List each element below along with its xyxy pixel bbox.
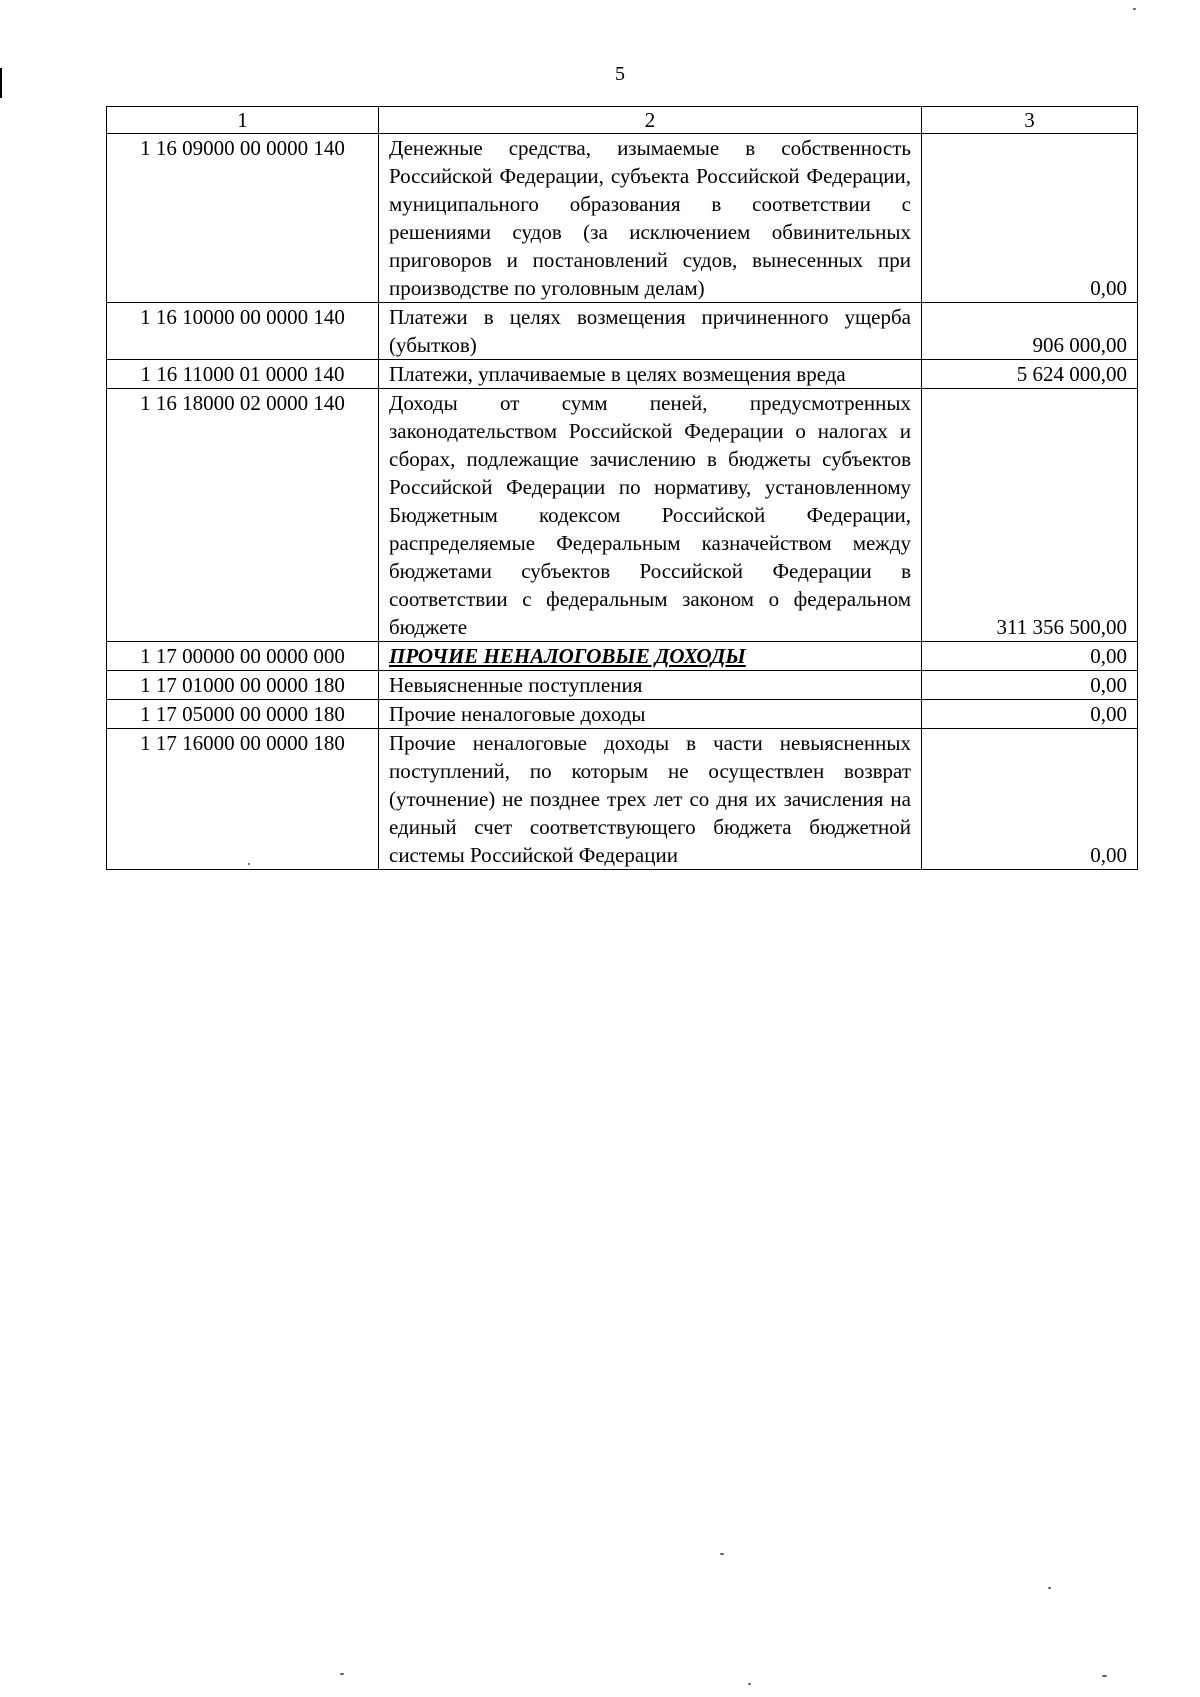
table-row (107, 303, 1138, 360)
row-description: Платежи, уплачиваемые в целях возмещения вреда (379, 360, 922, 389)
row-amount: 0,00 (922, 134, 1138, 303)
row-description: Платежи в целях возмещения причиненного ущерба (убытков) (379, 303, 922, 360)
scan-speck (748, 1683, 751, 1685)
row-amount: 906 000,00 (922, 303, 1138, 360)
section-heading: ПРОЧИЕ НЕНАЛОГОВЫЕ ДОХОДЫ (379, 642, 922, 671)
table-row (107, 729, 1138, 870)
table-row (107, 360, 1138, 389)
row-amount: 0,00 (922, 671, 1138, 700)
column-header-description: 2 (379, 107, 922, 134)
table-row (107, 700, 1138, 729)
table-header-row (107, 107, 1138, 134)
row-amount: 311 356 500,00 (922, 389, 1138, 642)
row-amount: 0,00 (922, 700, 1138, 729)
scan-speck (1102, 1675, 1107, 1677)
row-description: Доходы от сумм пеней, предусмотренных законодательством Российской Федерации о налогах и сборах, подлежащие зачислению в бюджеты субъектов Российской Федерации по нормативу, установленному Бюджетным кодексом Российской Федерации, распределяемые Федеральным казначейством между бюджетами субъектов Российской Федерации в соответствии с федеральным законом о федеральном бюджете (379, 389, 922, 642)
row-code: 1 16 11000 01 0000 140 (107, 360, 379, 389)
row-description: Прочие неналоговые доходы (379, 700, 922, 729)
table-row (107, 389, 1138, 642)
row-code: 1 17 01000 00 0000 180 (107, 671, 379, 700)
page-number: 5 (615, 63, 625, 85)
row-amount: 5 624 000,00 (922, 360, 1138, 389)
column-header-code: 1 (107, 107, 379, 134)
table-row (107, 134, 1138, 303)
column-header-amount: 3 (922, 107, 1138, 134)
row-code: 1 17 05000 00 0000 180 (107, 700, 379, 729)
row-code: 1 16 10000 00 0000 140 (107, 303, 379, 360)
row-description: Прочие неналоговые доходы в части невыясненных поступлений, по которым не осуществлен возврат (уточнение) не позднее трех лет со дня их зачисления на единый счет соответствующего бюджета бюджетной системы Российской Федерации (379, 729, 922, 870)
table-row-section-heading (107, 642, 1138, 671)
row-description: Невыясненные поступления (379, 671, 922, 700)
row-amount: 0,00 (922, 642, 1138, 671)
row-amount: 0,00 (922, 729, 1138, 870)
scan-speck (340, 1673, 344, 1675)
scan-speck (1048, 1587, 1051, 1589)
revenue-table (106, 106, 1138, 870)
row-description: Денежные средства, изымаемые в собственность Российской Федерации, субъекта Российской Федерации, муниципального образования в соответствии с решениями судов (за исключением обвинительных приговоров и постановлений судов, вынесенных при производстве по уголовным делам) (379, 134, 922, 303)
scan-speck (720, 1553, 724, 1555)
row-code: 1 16 09000 00 0000 140 (107, 134, 379, 303)
scan-speck (248, 863, 250, 865)
scan-speck (1133, 8, 1136, 10)
row-code: 1 16 18000 02 0000 140 (107, 389, 379, 642)
row-code: 1 17 00000 00 0000 000 (107, 642, 379, 671)
table-row (107, 671, 1138, 700)
row-code: 1 17 16000 00 0000 180 (107, 729, 379, 870)
